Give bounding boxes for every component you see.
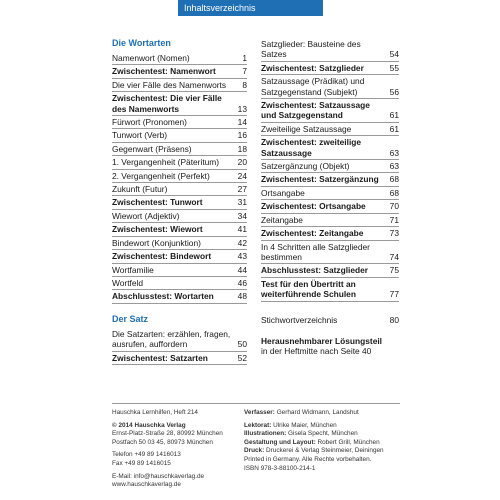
toc-entry-page: 16 [237,130,247,141]
toc-entry-title: Wiewort (Adjektiv) [112,210,180,221]
toc-entry[interactable] [261,241,399,265]
toc-entry-title: 1. Vergangenheit (Päteritum) [112,157,220,168]
toc-entry-page: 44 [237,264,247,275]
toc-entry-page: 77 [389,289,399,300]
footer-line: Telefon +49 89 1416013 [112,451,181,459]
toc-right-column [261,38,399,357]
toc-entry-page: 54 [389,49,399,60]
toc-entry-title: Zwischentest: Zeitangabe [261,228,364,239]
toc-entry[interactable] [261,123,399,136]
toc-entry-page: 50 [237,339,247,350]
toc-entry[interactable] [112,156,247,169]
toc-entry-title: Die Satzarten: erzählen, fragen, ausrufen, auffordern [112,328,231,350]
toc-entry-title: Stichwortverzeichnis [261,314,338,325]
toc-entry-title: Zwischentest: Bindewort [112,251,212,262]
toc-entry-page: 52 [237,352,247,363]
toc-entry-title: Satzaussage (Prädikat) und Satzgegenstand (Subjekt) [261,76,365,97]
toc-entry-page: 31 [237,197,247,208]
toc-entry-page: 43 [237,251,247,262]
section-title-satz: Der Satz [112,313,149,324]
footer-line: Ernst-Platz-Straße 28, 80992 München [112,430,223,438]
toc-entry-page: 61 [389,110,399,121]
footer-line: © 2014 Hauschka Verlag [112,421,186,429]
toc-entry-page: 63 [389,161,399,172]
toc-entry-title: Zwischentest: Satzergänzung [261,174,379,185]
toc-entry[interactable] [112,250,247,263]
toc-entry-title: Zweiteilige Satzaussage [261,123,352,134]
insert-note-title: Herausnehmbarer Lösungsteil [261,335,383,346]
section-title-wortarten: Die Wortarten [112,38,171,48]
toc-entry-index[interactable] [261,314,399,326]
toc-entry-title: Zwischentest: Tunwort [112,197,203,208]
toc-entry-page: 14 [237,117,247,128]
toc-entry-page: 1 [242,53,247,63]
toc-entry-page: 73 [389,228,399,239]
toc-entry[interactable] [261,173,399,186]
toc-entry[interactable] [261,160,399,173]
footer-credit-line [244,422,404,431]
toc-entry-title: Satzergänzung (Objekt) [261,161,350,172]
toc-entry-title: Zeitangabe [261,214,303,225]
toc-entry[interactable] [112,223,247,236]
toc-entry[interactable] [112,290,247,303]
footer-divider [112,403,400,404]
toc-entry[interactable] [112,277,247,290]
footer-credit-value: ISBN 978-3-88100-214-1 [244,464,316,472]
toc-entry-title: Test für den Übertritt an weiterführende Schulen [261,278,356,300]
footer-line: Hauschka Lernhilfen, Heft 214 [112,409,198,416]
toc-entry[interactable] [112,116,247,129]
toc-section-wortarten [112,52,247,304]
footer-credit-value: Ulrike Maier, München [273,421,337,429]
toc-entry-page: 56 [389,86,399,97]
footer-credit-line [244,430,404,439]
toc-entry-title: Tunwort (Verb) [112,130,168,141]
toc-entry-title: Namenwort (Nomen) [112,53,190,63]
toc-entry-title: Abschlusstest: Wortarten [112,291,214,302]
footer-credit-label: Gestaltung und Layout: [244,438,316,446]
footer-credit-line [244,409,404,418]
toc-entry[interactable] [261,214,399,227]
toc-entry-page: 71 [389,214,399,225]
footer-credit-label: Druck: [244,447,265,455]
toc-entry-page: 24 [237,170,247,181]
toc-entry[interactable] [112,143,247,156]
toc-entry[interactable] [112,92,247,116]
toc-entry[interactable] [112,129,247,142]
footer-credit-label: Verfasser: [244,409,275,416]
toc-entry-title: Zwischentest: Wiewort [112,224,203,235]
toc-entry-page: 48 [237,291,247,302]
toc-entry-title: Wortfamilie [112,264,154,275]
toc-entry[interactable] [112,264,247,277]
toc-entry[interactable] [261,62,399,75]
footer-credit-line [244,456,404,465]
footer-credit-value: Printed in Germany. Alle Rechte vorbehalten. [244,455,372,463]
toc-entry[interactable] [112,352,247,365]
toc-entry-title: Ortsangabe [261,187,305,198]
footer-line: Postfach 50 03 45, 80973 München [112,438,213,446]
footer-credit-value: Gisela Specht, München [288,430,358,438]
toc-entry-title: Fürwort (Pronomen) [112,117,187,128]
footer-credit-value: Druckerei & Verlag Steinmeier, Deiningen [266,447,384,455]
toc-section-satz [112,328,247,365]
footer-credits [244,409,404,473]
footer-line: E-Mail: info@hauschkaverlag.de [112,472,205,480]
toc-entry-page: 13 [237,103,247,114]
toc-entry-title: 2. Vergangenheit (Perfekt) [112,170,210,181]
toc-entry-title: Zwischentest: Ortsangabe [261,201,366,212]
toc-entry-page: 74 [389,251,399,262]
toc-entry[interactable] [261,38,399,62]
toc-entry[interactable] [112,170,247,183]
footer-publisher [112,409,242,490]
toc-entry-title: Zwischentest: Namenwort [112,66,216,77]
toc-entry-page: 75 [389,265,399,276]
toc-entry-page: 20 [237,157,247,168]
toc-entry-title: Satzglieder: Bausteine des Satzes [261,39,361,60]
footer-credit-value: Robert Grill, München [317,438,380,446]
toc-section-satzglieder [261,38,399,302]
toc-entry-page: 68 [389,187,399,198]
toc-left-column [112,38,247,365]
footer-credit-label: Lektorat: [244,421,272,429]
toc-entry[interactable] [112,328,247,352]
toc-entry-page: 34 [237,210,247,221]
toc-entry-title: Zwischentest: Satzaussage und Satzgegenstand [261,100,370,121]
toc-entry-title: Wortfeld [112,277,144,288]
toc-entry[interactable] [112,196,247,209]
footer-line: www.hauschkaverlag.de [112,481,181,489]
toc-entry-page: 63 [389,147,399,158]
toc-entry-title: In 4 Schritten alle Satzglieder bestimmen [261,241,370,262]
header-bar [178,0,323,16]
footer-credit-line [244,465,404,474]
toc-entry-title: Die vier Fälle des Namenworts [112,79,227,90]
toc-entry-title: Zwischentest: Die vier Fälle des Namenworts [112,93,222,114]
toc-entry[interactable] [261,200,399,213]
toc-entry-title: Zwischentest: Satzarten [112,352,208,363]
toc-entry-page: 46 [237,277,247,288]
footer-credit-label: Illustrationen: [244,430,287,438]
toc-entry-page: 27 [237,184,247,195]
toc-entry-page: 42 [237,237,247,248]
toc-entry-title: Bindewort (Konjunktion) [112,237,201,248]
toc-entry[interactable] [261,264,399,277]
toc-entry-page: 55 [389,62,399,73]
toc-entry-title: Zwischentest: zweiteilige Satzaussage [261,137,362,158]
toc-entry-title: Gegenwart (Präsens) [112,143,192,154]
toc-entry[interactable] [261,187,399,200]
toc-entry-title: Zwischentest: Satzglieder [261,62,364,73]
toc-entry-page: 7 [242,66,247,77]
insert-note-text: in der Heftmitte nach Seite 40 [261,346,372,357]
toc-entry[interactable] [112,210,247,223]
toc-entry[interactable] [261,75,399,99]
toc-entry[interactable] [112,237,247,250]
toc-entry-page: 18 [237,143,247,154]
toc-entry-page: 70 [389,201,399,212]
toc-entry[interactable] [112,65,247,78]
toc-entry-page: 68 [389,174,399,185]
footer-credit-value: Gerhard Widmann, Landshut [276,409,359,416]
footer-credit-line [244,439,404,448]
toc-entry[interactable] [261,278,399,302]
toc-entry-page: 8 [242,79,247,90]
footer-line: Fax +49 89 1416015 [112,459,171,467]
toc-entry[interactable] [112,52,247,65]
toc-entry-page: 41 [237,224,247,235]
toc-entry[interactable] [261,99,399,123]
page-title: Inhaltsverzeichnis [184,3,256,13]
toc-entry-title: Abschlusstest: Satzglieder [261,265,369,276]
toc-entry[interactable] [261,136,399,160]
toc-entry[interactable] [261,227,399,240]
toc-entry-page: 80 [389,314,399,325]
toc-entry[interactable] [112,79,247,92]
toc-entry[interactable] [112,183,247,196]
toc-entry-page: 61 [389,123,399,134]
toc-entry-title: Zukunft (Futur) [112,184,168,195]
footer-credit-line [244,447,404,456]
